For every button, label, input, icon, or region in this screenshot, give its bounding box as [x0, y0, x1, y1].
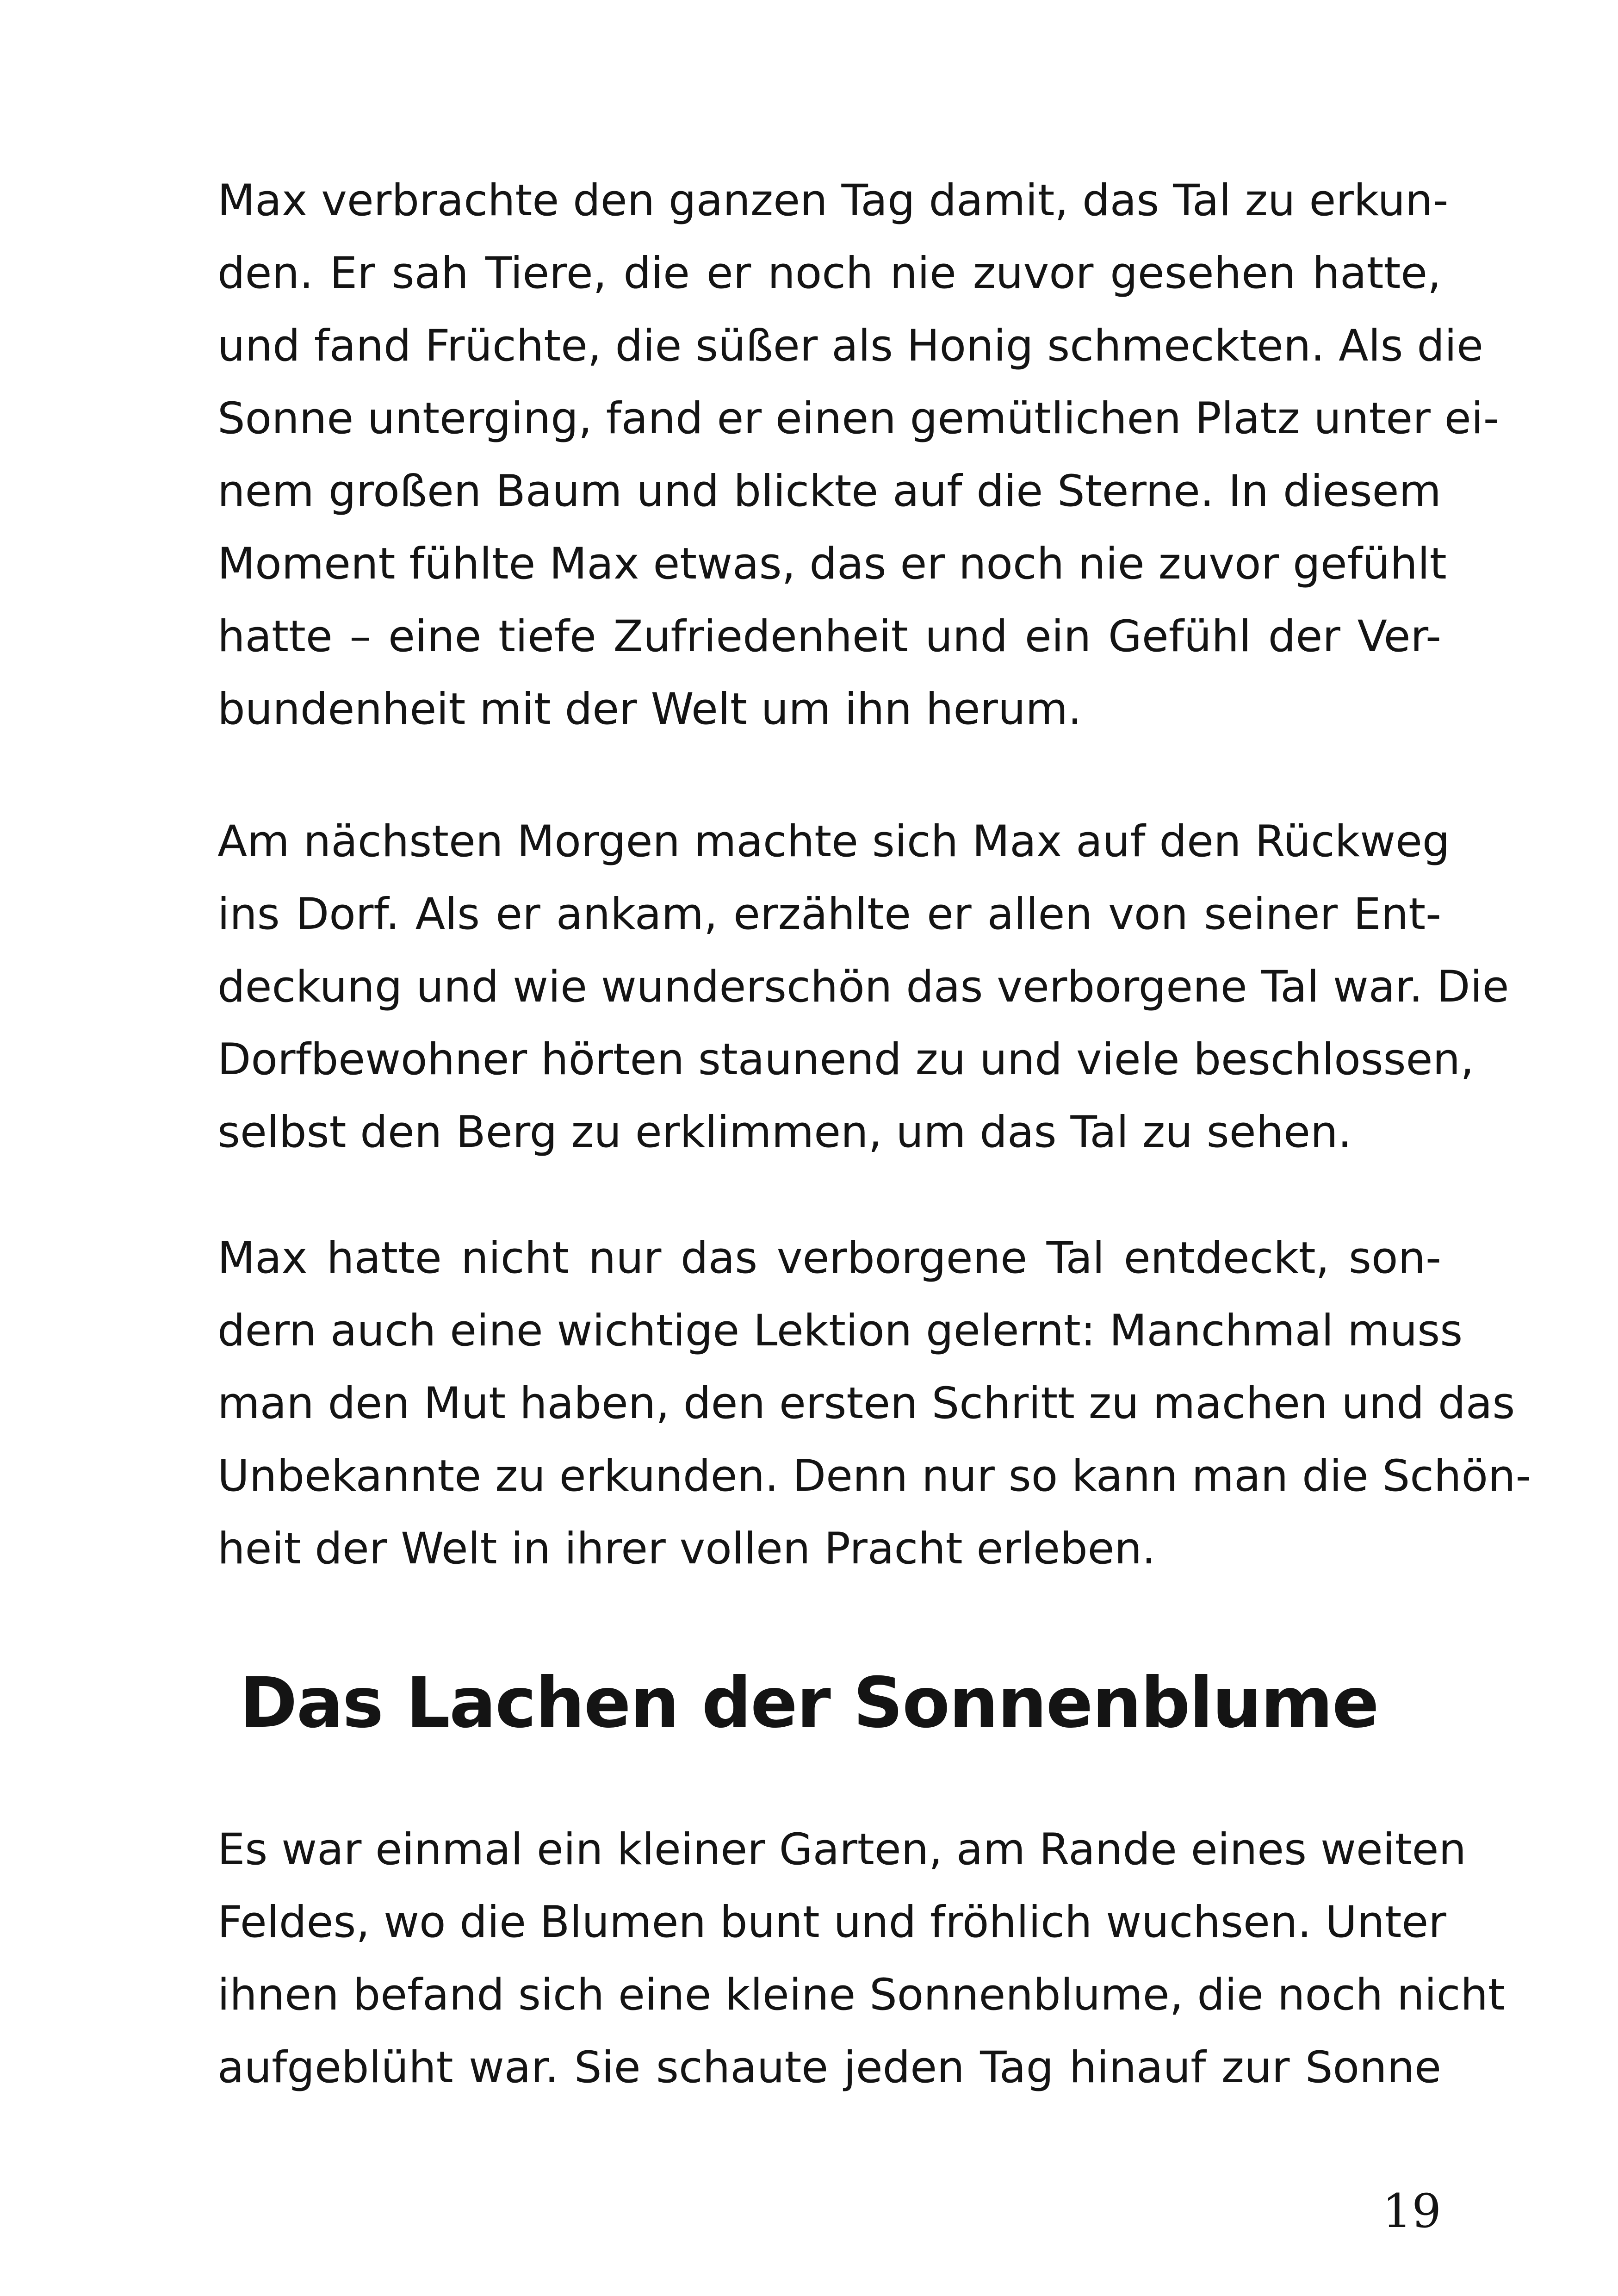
text-line: Feldes, wo die Blumen bunt und fröhlich wuchsen. Unter: [217, 1897, 1446, 1948]
text-line: Am nächsten Morgen machte sich Max auf den Rückweg: [217, 816, 1450, 867]
text-line: Moment fühlte Max etwas, das er noch nie zuvor gefühlt: [217, 539, 1447, 589]
paragraph-lesson-learned: [217, 1222, 1531, 1585]
text-line: deckung und wie wunderschön das verborgene Tal war. Die: [217, 962, 1509, 1012]
text-line: den. Er sah Tiere, die er noch nie zuvor gesehen hatte,: [217, 248, 1441, 299]
text-line: aufgeblüht war. Sie schaute jeden Tag hinauf zur Sonne: [217, 2042, 1441, 2093]
text-line: und fand Früchte, die süßer als Honig schmeckten. Als die: [217, 321, 1483, 371]
text-line: Max hatte nicht nur das verborgene Tal entdeckt, son-: [217, 1233, 1441, 1283]
text-line: bundenheit mit der Welt um ihn herum.: [217, 684, 1082, 734]
paragraph-return-to-village: [217, 805, 1509, 1169]
text-line: Es war einmal ein kleiner Garten, am Rande eines weiten: [217, 1824, 1467, 1875]
chapter-title: Das Lachen der Sonnenblume: [240, 1663, 1378, 1743]
text-line: selbst den Berg zu erklimmen, um das Tal zu sehen.: [217, 1107, 1352, 1157]
paragraph-valley-exploration: [217, 164, 1499, 746]
text-line: nem großen Baum und blickte auf die Sterne. In diesem: [217, 466, 1441, 516]
text-line: Dorfbewohner hörten staunend zu und viele beschlossen,: [217, 1034, 1474, 1085]
text-line: heit der Welt in ihrer vollen Pracht erleben.: [217, 1524, 1156, 1574]
text-line: Unbekannte zu erkunden. Denn nur so kann man die Schön-: [217, 1451, 1531, 1501]
text-line: ihnen befand sich eine kleine Sonnenblume, die noch nicht: [217, 1970, 1505, 2020]
text-line: ins Dorf. Als er ankam, erzählte er allen von seiner Ent-: [217, 889, 1441, 940]
text-line: Sonne unterging, fand er einen gemütlichen Platz unter ei-: [217, 393, 1499, 444]
text-line: man den Mut haben, den ersten Schritt zu machen und das: [217, 1378, 1515, 1429]
page-number: 19: [1382, 2184, 1441, 2238]
paragraph-sunflower-intro: [217, 1813, 1505, 2104]
text-line: hatte – eine tiefe Zufriedenheit und ein Gefühl der Ver-: [217, 611, 1441, 662]
text-line: Max verbrachte den ganzen Tag damit, das Tal zu erkun-: [217, 175, 1449, 226]
text-line: dern auch eine wichtige Lektion gelernt: Manchmal muss: [217, 1306, 1463, 1356]
